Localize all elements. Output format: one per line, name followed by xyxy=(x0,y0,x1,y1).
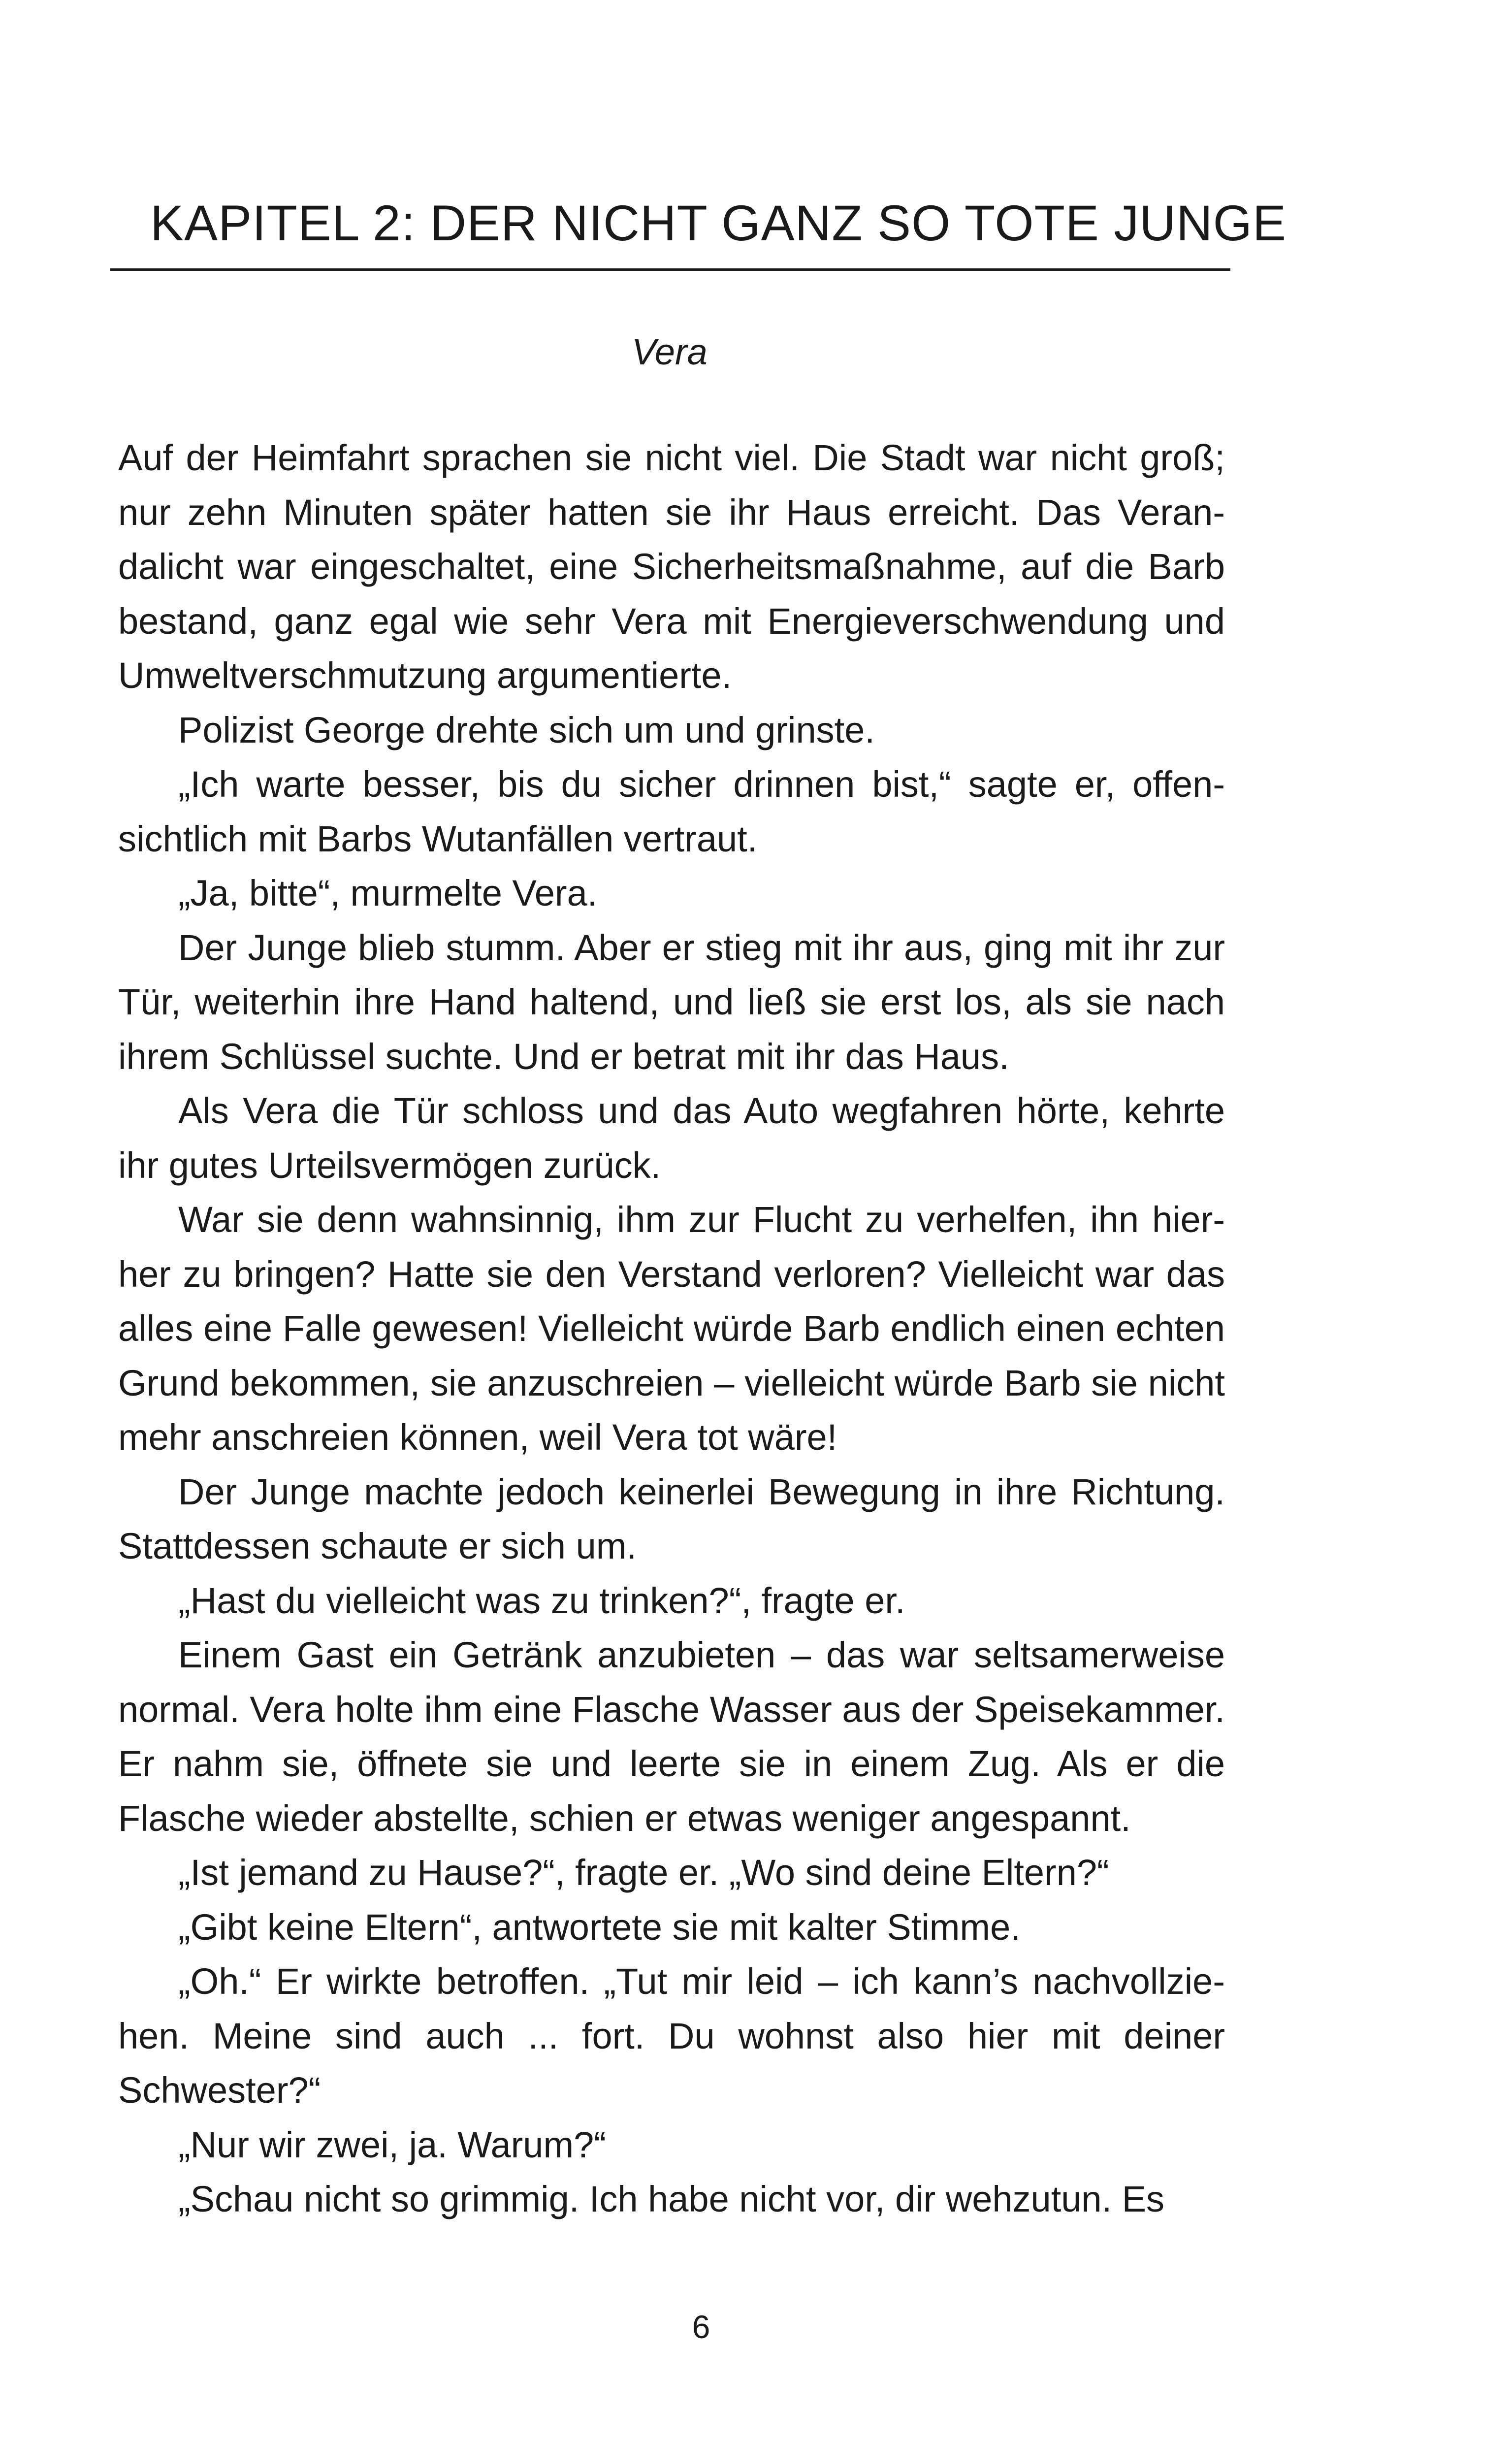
paragraph: „Ja, bitte“, murmelte Vera. xyxy=(178,873,598,913)
paragraph: „Gibt keine Eltern“, antwortete sie mit kalter Stimme. xyxy=(178,1906,1021,1948)
paragraph: „Ist jemand zu Hause?“, fragte er. „Wo sind deine Eltern?“ xyxy=(178,1852,1109,1893)
pov-character-name: Vera xyxy=(632,331,708,372)
chapter-title: KAPITEL 2: DER NICHT GANZ SO TOTE JUNGE xyxy=(150,195,1287,251)
paragraph: „Oh.“ Er wirkte betroffen. „Tut mir leid – ich kann’s nachvollziehen. Meine sind auch ... fort. Du wohnst also hier mit deiner Schwester?“ xyxy=(118,1961,1225,2111)
paragraph: „Hast du vielleicht was zu trinken?“, fragte er. xyxy=(178,1580,905,1621)
paragraph: „Schau nicht so grimmig. Ich habe nicht vor, dir wehzutun. Es xyxy=(178,2179,1165,2219)
paragraph: „Nur wir zwei, ja. Warum?“ xyxy=(178,2124,606,2165)
page-number: 6 xyxy=(692,2309,710,2345)
paragraph: Polizist George drehte sich um und grinste. xyxy=(178,709,875,750)
paragraph: Als Vera die Tür schloss und das Auto wegfahren hörte, kehrte ihr gutes Urteilsvermögen zurück. xyxy=(118,1090,1225,1186)
paragraph: „Ich warte besser, bis du sicher drinnen bist,“ sagte er, offensichtlich mit Barbs Wutanfällen vertraut. xyxy=(118,764,1225,859)
paragraph: Einem Gast ein Getränk anzubieten – das war seltsamerweise normal. Vera holte ihm eine Flasche Wasser aus der Speisekammer. Er nahm sie, öffnete sie und leerte sie in einem Zug. Als er die Flasche wieder abstellte, schien er etwas weniger angespannt. xyxy=(118,1634,1225,1839)
chapter-body xyxy=(118,431,1225,2227)
paragraph: Auf der Heimfahrt sprachen sie nicht viel. Die Stadt war nicht groß; nur zehn Minuten später hatten sie ihr Haus erreicht. Das Verandalicht war eingeschaltet, eine Sicherheitsmaßnahme, auf die Barb bestand, ganz egal wie sehr Vera mit Energieverschwendung und Umweltverschmutzung argumentierte. xyxy=(118,437,1225,696)
paragraph: Der Junge blieb stumm. Aber er stieg mit ihr aus, ging mit ihr zur Tür, weiterhin ihre Hand haltend, und ließ sie erst los, als sie nach ihrem Schlüssel suchte. Und er betrat mit ihr das Haus. xyxy=(118,927,1225,1077)
title-underline xyxy=(110,268,1230,271)
paragraph: War sie denn wahnsinnig, ihm zur Flucht zu verhelfen, ihn hierher zu bringen? Hatte sie den Verstand verloren? Vielleicht war das alles eine Falle gewesen! Vielleicht würde Barb endlich einen echten Grund bekommen, sie anzuschreien – vielleicht würde Barb sie nicht mehr anschreien können, weil Vera tot wäre! xyxy=(118,1199,1225,1458)
paragraph: Der Junge machte jedoch keinerlei Bewegung in ihre Richtung. Stattdessen schaute er sich um. xyxy=(118,1471,1225,1566)
